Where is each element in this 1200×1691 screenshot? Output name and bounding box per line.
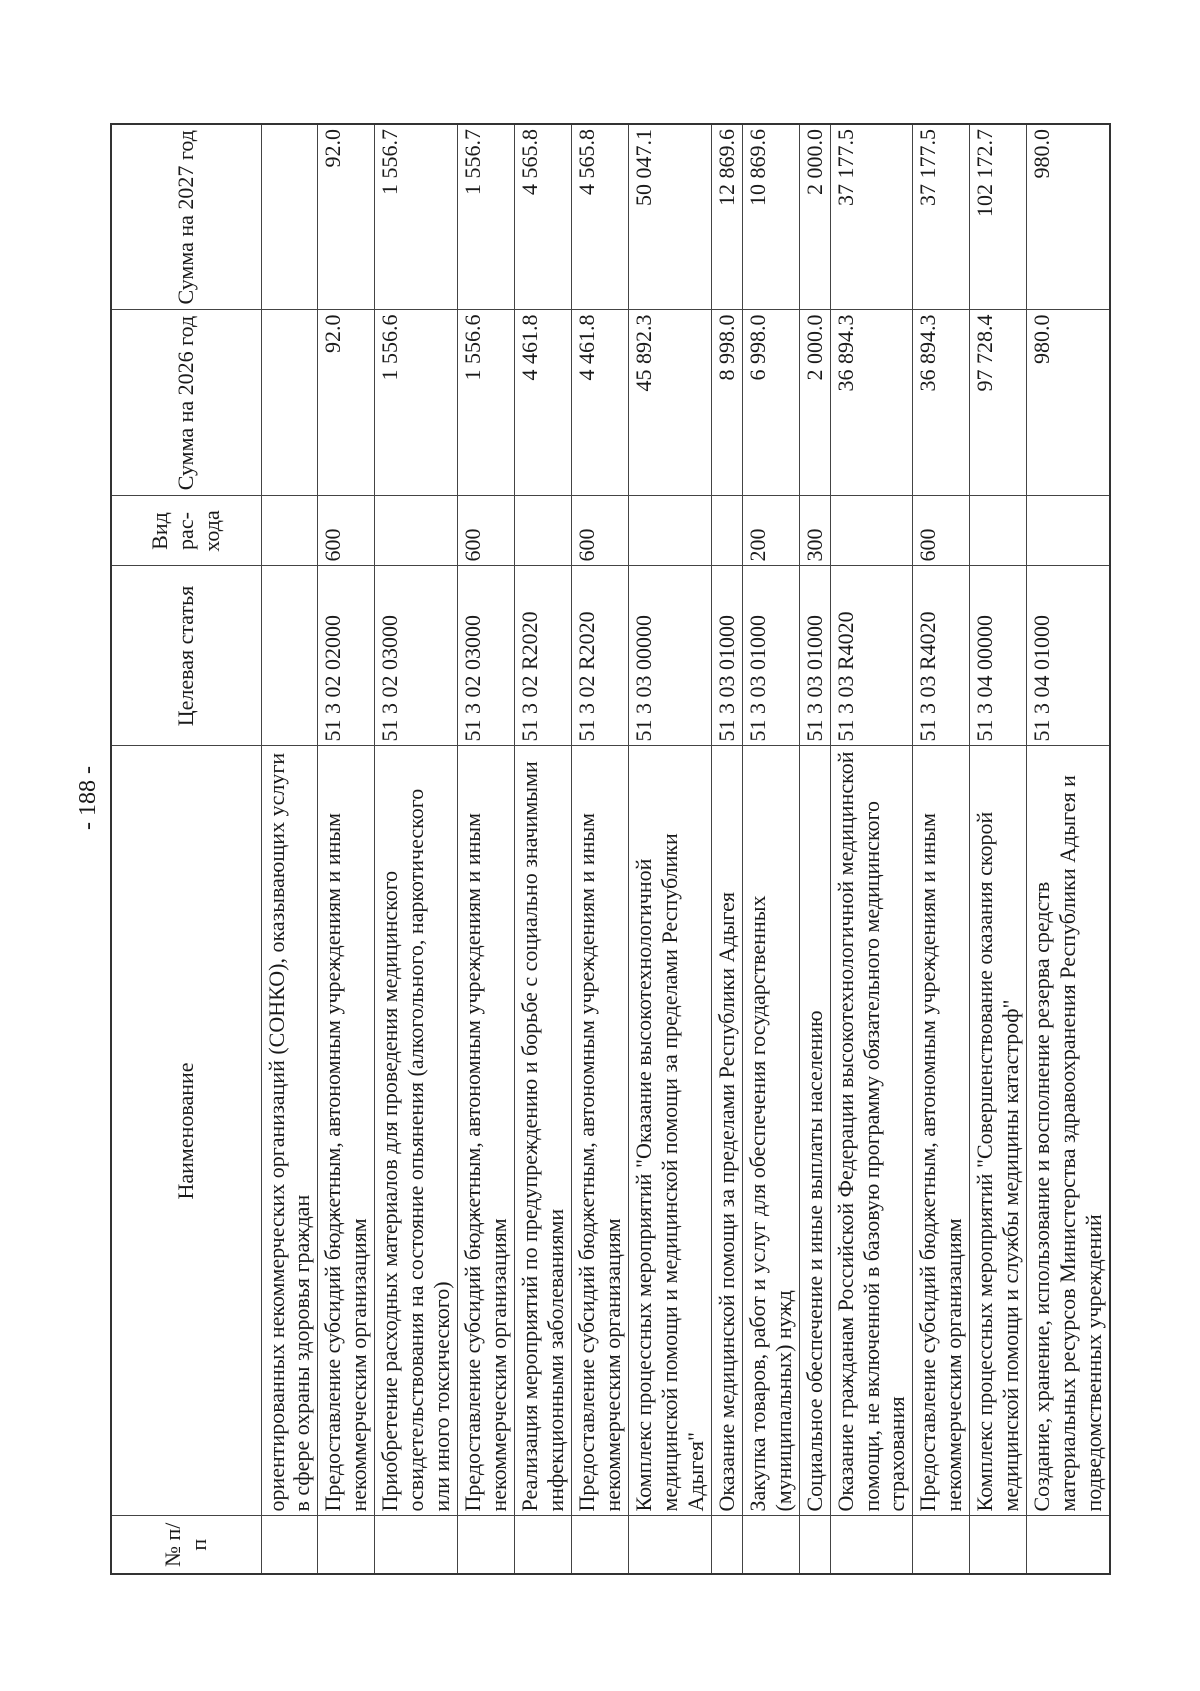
row-vid [1027, 496, 1110, 566]
row-name: Предоставление субсидий бюджетным, автономным учреждениям и иным некоммерческим организациям [913, 746, 970, 1516]
table-body [261, 124, 1110, 1574]
row-code: 51 3 03 R4020 [913, 566, 970, 746]
row-sum-2027: 4 565.8 [515, 124, 572, 310]
header-sum-2026: Сумма на 2026 год [111, 310, 261, 496]
row-vid [375, 496, 458, 566]
row-code [261, 566, 318, 746]
row-sum-2026: 36 894.3 [913, 310, 970, 496]
row-sum-2027: 980.0 [1027, 124, 1110, 310]
header-vid: Вид рас-хода [111, 496, 261, 566]
table-row [799, 124, 830, 1574]
table-row [318, 124, 375, 1574]
row-vid: 300 [799, 496, 830, 566]
row-sum-2027: 92.0 [318, 124, 375, 310]
row-no [261, 1516, 318, 1574]
row-sum-2026: 92.0 [318, 310, 375, 496]
row-sum-2026 [261, 310, 318, 496]
table-row [830, 124, 913, 1574]
table-row [261, 124, 318, 1574]
row-vid [261, 496, 318, 566]
header-sum-2027: Сумма на 2027 год [111, 124, 261, 310]
row-code: 51 3 03 R4020 [830, 566, 913, 746]
row-sum-2026: 4 461.8 [571, 310, 628, 496]
row-code: 51 3 03 00000 [628, 566, 711, 746]
row-sum-2027: 102 172.7 [970, 124, 1027, 310]
table-row [742, 124, 799, 1574]
row-no [711, 1516, 742, 1574]
row-sum-2026: 1 556.6 [375, 310, 458, 496]
row-sum-2026: 36 894.3 [830, 310, 913, 496]
row-no [913, 1516, 970, 1574]
row-name: Предоставление субсидий бюджетным, автономным учреждениям и иным некоммерческим организациям [458, 746, 515, 1516]
row-name: Социальное обеспечение и иные выплаты населению [799, 746, 830, 1516]
row-sum-2027: 4 565.8 [571, 124, 628, 310]
row-name: Предоставление субсидий бюджетным, автономным учреждениям и иным некоммерческим организациям [318, 746, 375, 1516]
row-code: 51 3 02 03000 [375, 566, 458, 746]
row-name: Реализация мероприятий по предупреждению и борьбе с социально значимыми инфекционными заболеваниями [515, 746, 572, 1516]
row-vid: 600 [458, 496, 515, 566]
row-sum-2027: 37 177.5 [913, 124, 970, 310]
row-sum-2026: 45 892.3 [628, 310, 711, 496]
row-sum-2027: 2 000.0 [799, 124, 830, 310]
row-sum-2026: 6 998.0 [742, 310, 799, 496]
row-sum-2027: 37 177.5 [830, 124, 913, 310]
row-sum-2026: 8 998.0 [711, 310, 742, 496]
table-header-row [111, 124, 261, 1574]
row-no [742, 1516, 799, 1574]
header-code: Целевая статья [111, 566, 261, 746]
header-name: Наименование [111, 746, 261, 1516]
row-sum-2027: 12 869.6 [711, 124, 742, 310]
row-vid [515, 496, 572, 566]
row-sum-2026: 980.0 [1027, 310, 1110, 496]
row-no [318, 1516, 375, 1574]
row-code: 51 3 04 00000 [970, 566, 1027, 746]
row-name: Оказание гражданам Российской Федерации высокотехнологичной медицинской помощи, не включенной в базовую программу обязательного медицинского страхования [830, 746, 913, 1516]
table-row [711, 124, 742, 1574]
row-no [515, 1516, 572, 1574]
row-no [458, 1516, 515, 1574]
row-code: 51 3 03 01000 [742, 566, 799, 746]
row-name: Предоставление субсидий бюджетным, автономным учреждениям и иным некоммерческим организациям [571, 746, 628, 1516]
row-sum-2027: 1 556.7 [458, 124, 515, 310]
row-name: Оказание медицинской помощи за пределами Республики Адыгея [711, 746, 742, 1516]
row-name: Комплекс процессных мероприятий "Совершенствование оказания скорой медицинской помощи и службы медицины катастроф" [970, 746, 1027, 1516]
table-row [571, 124, 628, 1574]
row-vid: 600 [318, 496, 375, 566]
row-no [830, 1516, 913, 1574]
budget-table [110, 123, 1111, 1575]
row-sum-2026: 1 556.6 [458, 310, 515, 496]
row-code: 51 3 02 R2020 [571, 566, 628, 746]
row-code: 51 3 04 01000 [1027, 566, 1110, 746]
row-code: 51 3 02 02000 [318, 566, 375, 746]
header-no: № п/п [111, 1516, 261, 1574]
table-row [375, 124, 458, 1574]
row-vid [628, 496, 711, 566]
row-code: 51 3 02 R2020 [515, 566, 572, 746]
row-code: 51 3 03 01000 [799, 566, 830, 746]
row-sum-2026: 97 728.4 [970, 310, 1027, 496]
row-code: 51 3 03 01000 [711, 566, 742, 746]
row-sum-2026: 2 000.0 [799, 310, 830, 496]
row-vid [830, 496, 913, 566]
table-row [913, 124, 970, 1574]
table-row [1027, 124, 1110, 1574]
row-name: Создание, хранение, использование и восполнение резерва средств материальных ресурсов Министерства здравоохранения Республики Адыгея и подведомственных учреждений [1027, 746, 1110, 1516]
row-vid: 600 [913, 496, 970, 566]
table-row [628, 124, 711, 1574]
row-vid: 600 [571, 496, 628, 566]
page-number: - 188 - [75, 766, 101, 830]
row-sum-2027: 1 556.7 [375, 124, 458, 310]
row-sum-2027: 50 047.1 [628, 124, 711, 310]
row-sum-2027: 10 869.6 [742, 124, 799, 310]
row-vid: 200 [742, 496, 799, 566]
table-row [970, 124, 1027, 1574]
row-sum-2026: 4 461.8 [515, 310, 572, 496]
row-vid [970, 496, 1027, 566]
row-name: Закупка товаров, работ и услуг для обеспечения государственных (муниципальных) нужд [742, 746, 799, 1516]
row-no [571, 1516, 628, 1574]
row-name: Приобретение расходных материалов для проведения медицинского освидетельствования на состояние опьянения (алкогольного, наркотического или иного токсического) [375, 746, 458, 1516]
row-vid [711, 496, 742, 566]
table-row [515, 124, 572, 1574]
row-code: 51 3 02 03000 [458, 566, 515, 746]
row-no [970, 1516, 1027, 1574]
table-row [458, 124, 515, 1574]
row-name: Комплекс процессных мероприятий "Оказание высокотехнологичной медицинской помощи и медицинской помощи за пределами Республики Адыгея" [628, 746, 711, 1516]
row-no [628, 1516, 711, 1574]
row-no [375, 1516, 458, 1574]
row-no [1027, 1516, 1110, 1574]
row-name: ориентированных некоммерческих организаций (СОНКО), оказывающих услуги в сфере охраны здоровья граждан [261, 746, 318, 1516]
budget-table-container [110, 125, 1107, 1575]
row-sum-2027 [261, 124, 318, 310]
row-no [799, 1516, 830, 1574]
